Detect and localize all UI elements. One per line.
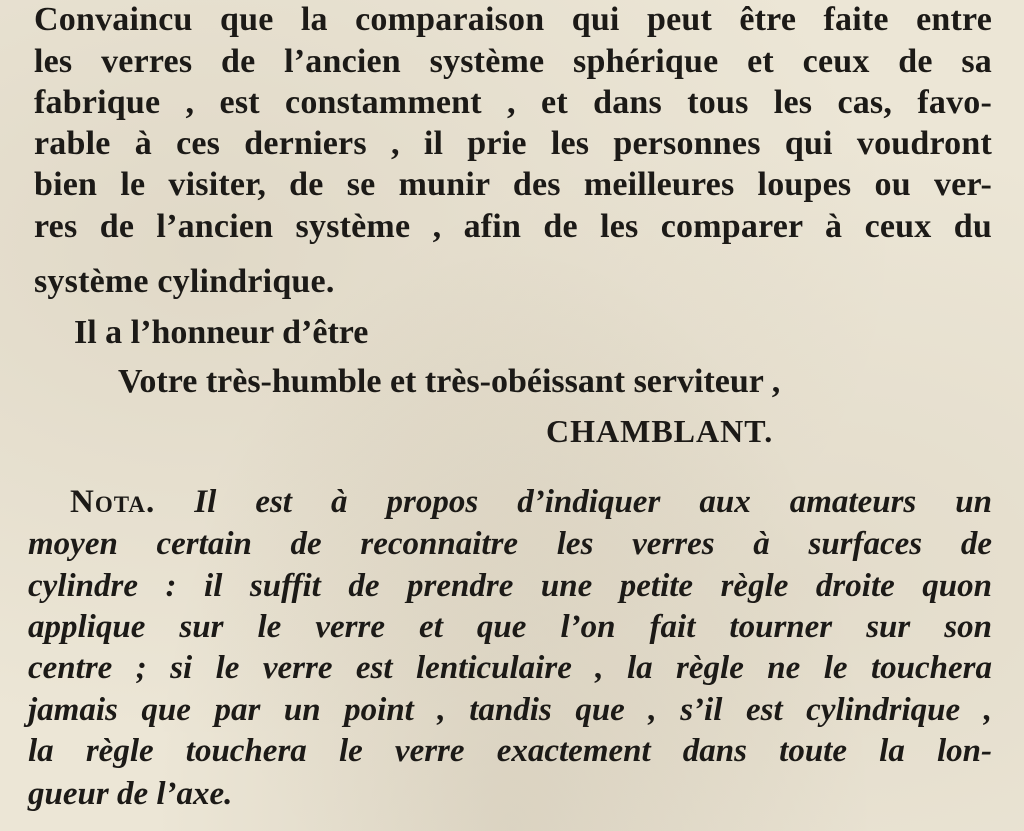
paragraph-line: système cylindrique. <box>34 263 335 300</box>
closing-servant: Votre très-humble et très-obéissant serviteur , <box>118 363 781 400</box>
paragraph-line: les verres de l’ancien système sphérique et ceux de sa <box>34 43 992 80</box>
nota-line: gueur de l’axe. <box>28 776 233 812</box>
paragraph-line: rable à ces derniers , il prie les personnes qui voudront <box>34 125 992 162</box>
nota-line: moyen certain de reconnaitre les verres à surfaces de <box>28 526 992 562</box>
nota-label: Nota. <box>70 484 156 520</box>
nota-first-line <box>70 482 992 522</box>
nota-line: applique sur le verre et que l’on fait tourner sur son <box>28 609 992 645</box>
paragraph-line: bien le visiter, de se munir des meilleures loupes ou ver- <box>34 166 992 203</box>
paragraph-line: fabrique , est constamment , et dans tous les cas, favo- <box>34 84 992 121</box>
nota-line: jamais que par un point , tandis que , s’il est cylindrique , <box>28 692 992 728</box>
nota-line: cylindre : il suffit de prendre une petite règle droite quon <box>28 568 992 604</box>
nota-first-text: Il est à propos d’indiquer aux amateurs un <box>194 484 992 520</box>
paragraph-line: res de l’ancien système , afin de les comparer à ceux du <box>34 208 992 245</box>
closing-honneur: Il a l’honneur d’être <box>74 314 369 351</box>
nota-line: centre ; si le verre est lenticulaire , la règle ne le touchera <box>28 650 992 686</box>
signature: CHAMBLANT. <box>546 413 774 449</box>
nota-line: la règle touchera le verre exactement dans toute la lon- <box>28 733 992 769</box>
paragraph-line: Convaincu que la comparaison qui peut être faite entre <box>34 1 992 38</box>
